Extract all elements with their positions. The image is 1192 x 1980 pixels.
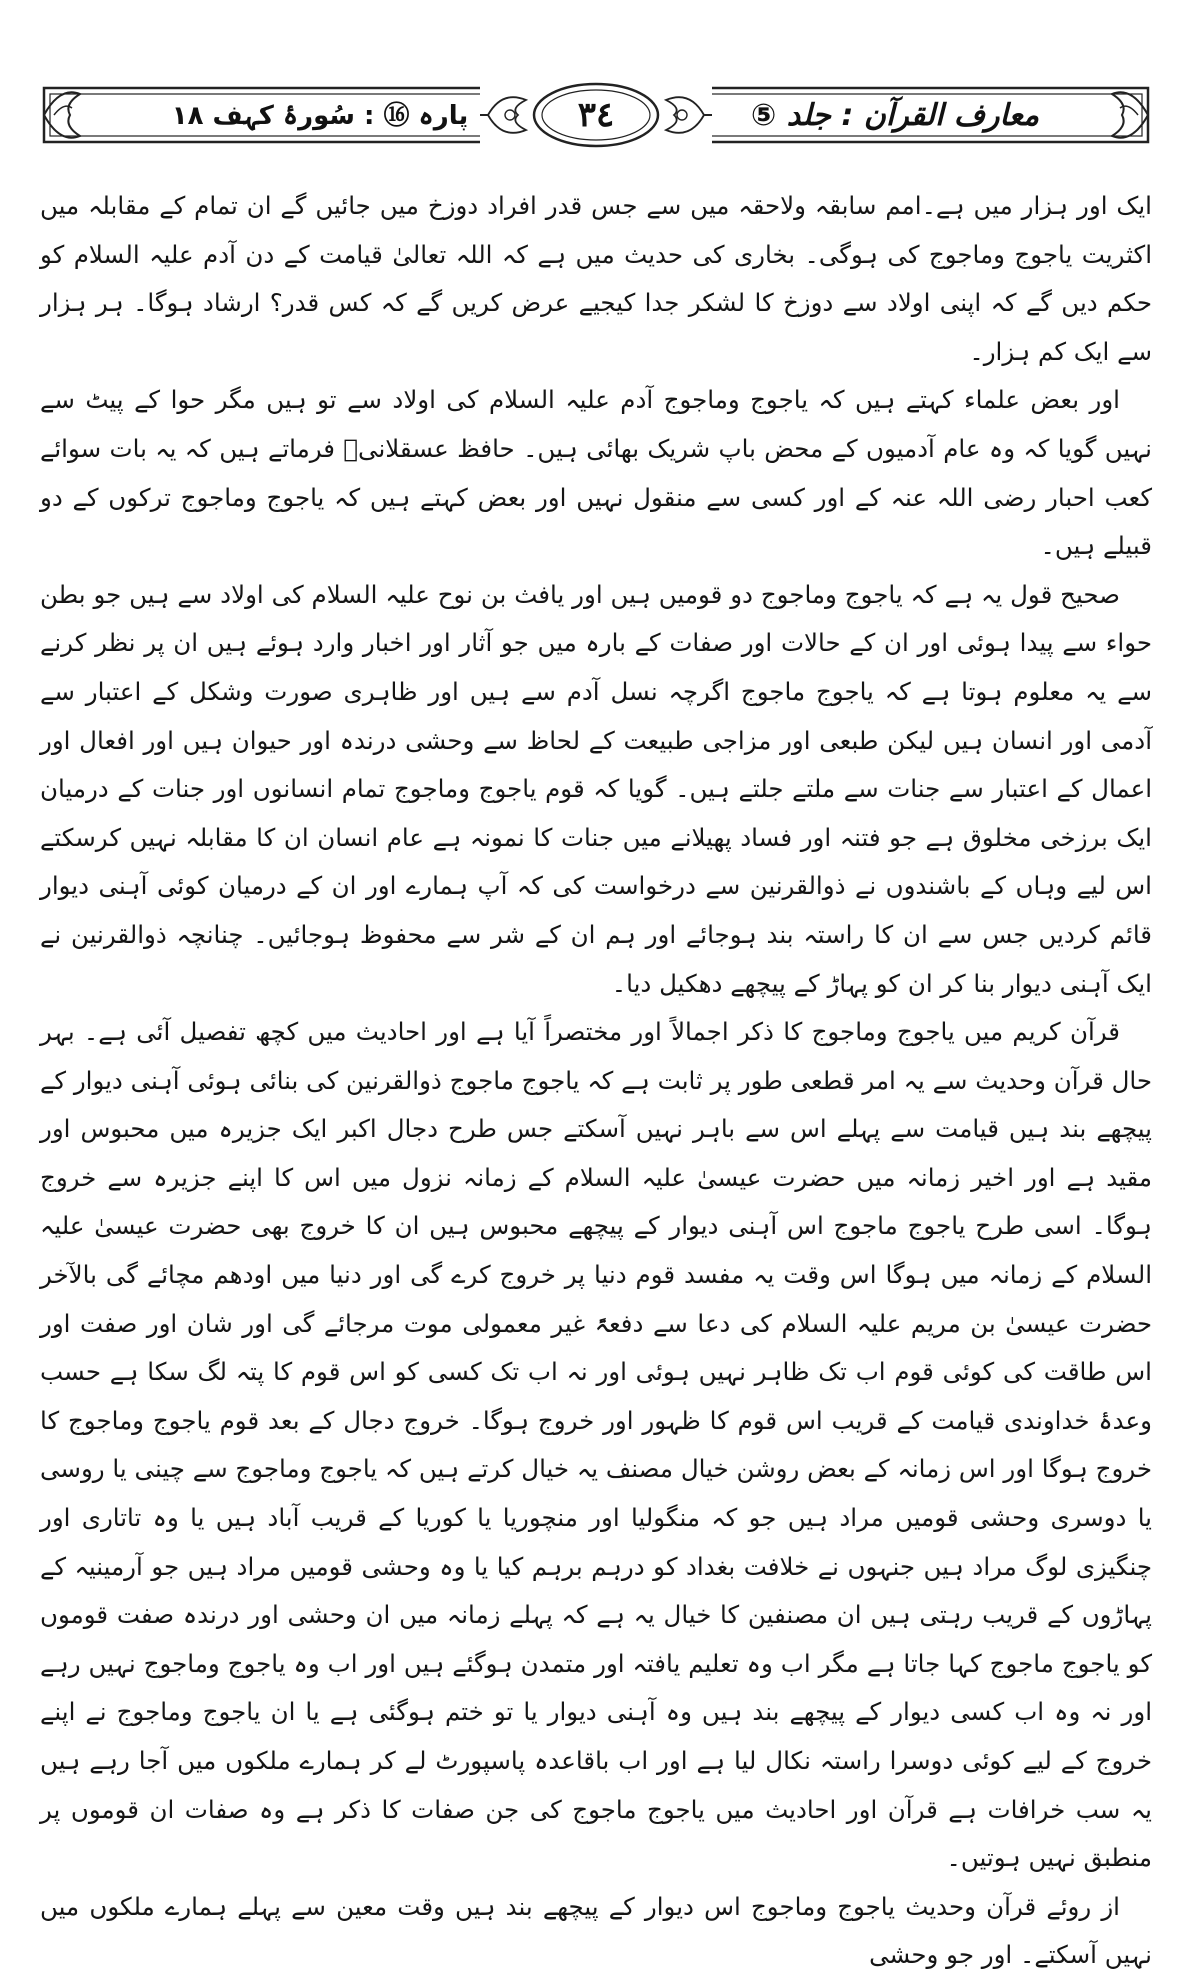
page-number: ٣٤: [577, 95, 615, 135]
paragraph: از روئے قرآن وحدیث یاجوج وماجوج اس دیوار کے پیچھے بند ہیں وقت معین سے پہلے ہمارے ملکوں میں نہیں آسکتے۔ اور جو وحشی: [40, 1891, 1152, 1970]
header-book-title: معارف القرآن : جلد ⑤: [750, 98, 1040, 133]
paragraph: اور بعض علماء کہتے ہیں کہ یاجوج وماجوج آدم علیہ السلام کی اولاد سے تو ہیں مگر حوا کے پیٹ سے نہیں گویا کہ وہ عام آدمیوں کے محض باپ شریک بھائی ہیں۔ حافظ عسقلانیؒ فرماتے ہیں کہ یہ بات سوائے کعب احبار رضی اللہ عنہ کے اور کسی سے منقول نہیں اور بعض کہتے ہیں کہ یاجوج وماجوج ترکوں کے دو قبیلے ہیں۔: [40, 385, 1152, 561]
paragraph: صحیح قول یہ ہے کہ یاجوج وماجوج دو قومیں ہیں اور یافث بن نوح علیہ السلام کی اولاد سے ہیں جو بطن حواء سے پیدا ہوئی اور ان کے حالات اور صفات کے بارہ میں جو آثار اور اخبار وارد ہوئے ہیں ان پر نظر کرنے سے یہ معلوم ہوتا ہے کہ یاجوج ماجوج اگرچہ نسل آدم سے ہیں اور ظاہری صورت وشکل کے اعتبار سے آدمی اور انسان ہیں لیکن طبعی اور مزاجی طبیعت کے لحاظ سے وحشی درندہ اور حیوان ہیں اور افعال اور اعمال کے اعتبار سے جنات سے ملتے جلتے ہیں۔ گویا کہ قوم یاجوج وماجوج تمام انسانوں اور جنات کے درمیان ایک برزخی مخلوق ہے جو فتنہ اور فساد پھیلانے میں جنات کا نمونہ ہے عام انسان ان کا مقابلہ نہیں کرسکتے اس لیے وہاں کے باشندوں نے ذوالقرنین سے درخواست کی کہ آپ ہمارے اور ان کے درمیان کوئی آہنی دیوار قائم کردیں جس سے ان کا راستہ بند ہوجائے اور ہم ان کے شر سے محفوظ ہوجائیں۔ چنانچہ ذوالقرنین نے ایک آہنی دیوار بنا کر ان کو پہاڑ کے پیچھے دھکیل دیا۔: [40, 579, 1152, 998]
page-body: [40, 182, 1152, 1980]
page-header: [40, 80, 1152, 150]
paragraph: قرآن کریم میں یاجوج وماجوج کا ذکر اجمالاً اور مختصراً آیا ہے اور احادیث میں کچھ تفصیل آئی ہے۔ بہر حال قرآن وحدیث سے یہ امر قطعی طور پر ثابت ہے کہ یاجوج ماجوج ذوالقرنین کی بنائی ہوئی آہنی دیوار کے پیچھے بند ہیں قیامت سے پہلے اس سے باہر نہیں آسکتے جس طرح دجال اکبر ایک جزیرہ میں محبوس اور مقید ہے اور اخیر زمانہ میں حضرت عیسیٰ علیہ السلام کے زمانہ نزول میں اس کا اپنے جزیرہ سے خروج ہوگا۔ اسی طرح یاجوج ماجوج اس آہنی دیوار کے پیچھے محبوس ہیں ان کا خروج بھی حضرت عیسیٰ علیہ السلام کے زمانہ میں ہوگا اس وقت یہ مفسد قوم دنیا پر خروج کرے گی اور دنیا میں اودھم مچائے گی بالآخر حضرت عیسیٰ بن مریم علیہ السلام کی دعا سے دفعۃً غیر معمولی موت مرجائے گی اور شان اور صفت اور اس طاقت کی کوئی قوم اب تک ظاہر نہیں ہوئی اور نہ اب تک کسی کو اس قوم کا پتہ لگ سکا ہے حسب وعدۂ خداوندی قیامت کے قریب اس قوم کا ظہور اور خروج ہوگا۔ خروج دجال کے بعد قوم یاجوج وماجوج کا خروج ہوگا اور اس زمانہ کے بعض روشن خیال مصنف یہ خیال کرتے ہیں کہ یاجوج وماجوج سے چینی یا روسی یا دوسری وحشی قومیں مراد ہیں جو کہ منگولیا اور منچوریا یا کوریا کے قریب آباد ہیں یا وہ تاتاری اور چنگیزی لوگ مراد ہیں جنہوں نے خلافت بغداد کو درہم برہم کیا یا وہ وحشی قومیں مراد ہیں جو آرمینیہ کے پہاڑوں کے قریب رہتی ہیں ان مصنفین کا خیال یہ ہے کہ پہلے زمانہ میں ان وحشی اور درندہ صفت قوموں کو یاجوج ماجوج کہا جاتا ہے مگر اب وہ تعلیم یافتہ اور متمدن ہوگئے ہیں اور اب وہ یاجوج وماجوج نہیں رہے اور نہ وہ اب کسی دیوار کے پیچھے بند ہیں وہ آہنی دیوار یا تو ختم ہوگئی ہے یا ان یاجوج وماجوج نے اپنے خروج کے لیے کوئی دوسرا راستہ نکال لیا ہے اور اب باقاعدہ پاسپورٹ لے کر ہمارے ملکوں میں آجا رہے ہیں یہ سب خرافات ہے قرآن اور احادیث میں یاجوج ماجوج کی جن صفات کا ذکر ہے وہ صفات ان قوموں پر منطبق نہیں ہوتیں۔: [40, 1017, 1152, 1873]
paragraph: ایک اور ہزار میں ہے۔امم سابقہ ولاحقہ میں سے جس قدر افراد دوزخ میں جائیں گے ان تمام کے مقابلہ میں اکثریت یاجوج وماجوج کی ہوگی۔ بخاری کی حدیث میں ہے کہ اللہ تعالیٰ قیامت کے دن آدم علیہ السلام کو حکم دیں گے کہ اپنی اولاد سے دوزخ کا لشکر جدا کیجیے عرض کریں گے کہ کس قدر؟ ارشاد ہوگا۔ ہر ہزار سے ایک کم ہزار۔: [40, 191, 1152, 366]
header-section-label: پارہ ⑯ : سُورۂ کہف ١٨: [171, 101, 469, 131]
